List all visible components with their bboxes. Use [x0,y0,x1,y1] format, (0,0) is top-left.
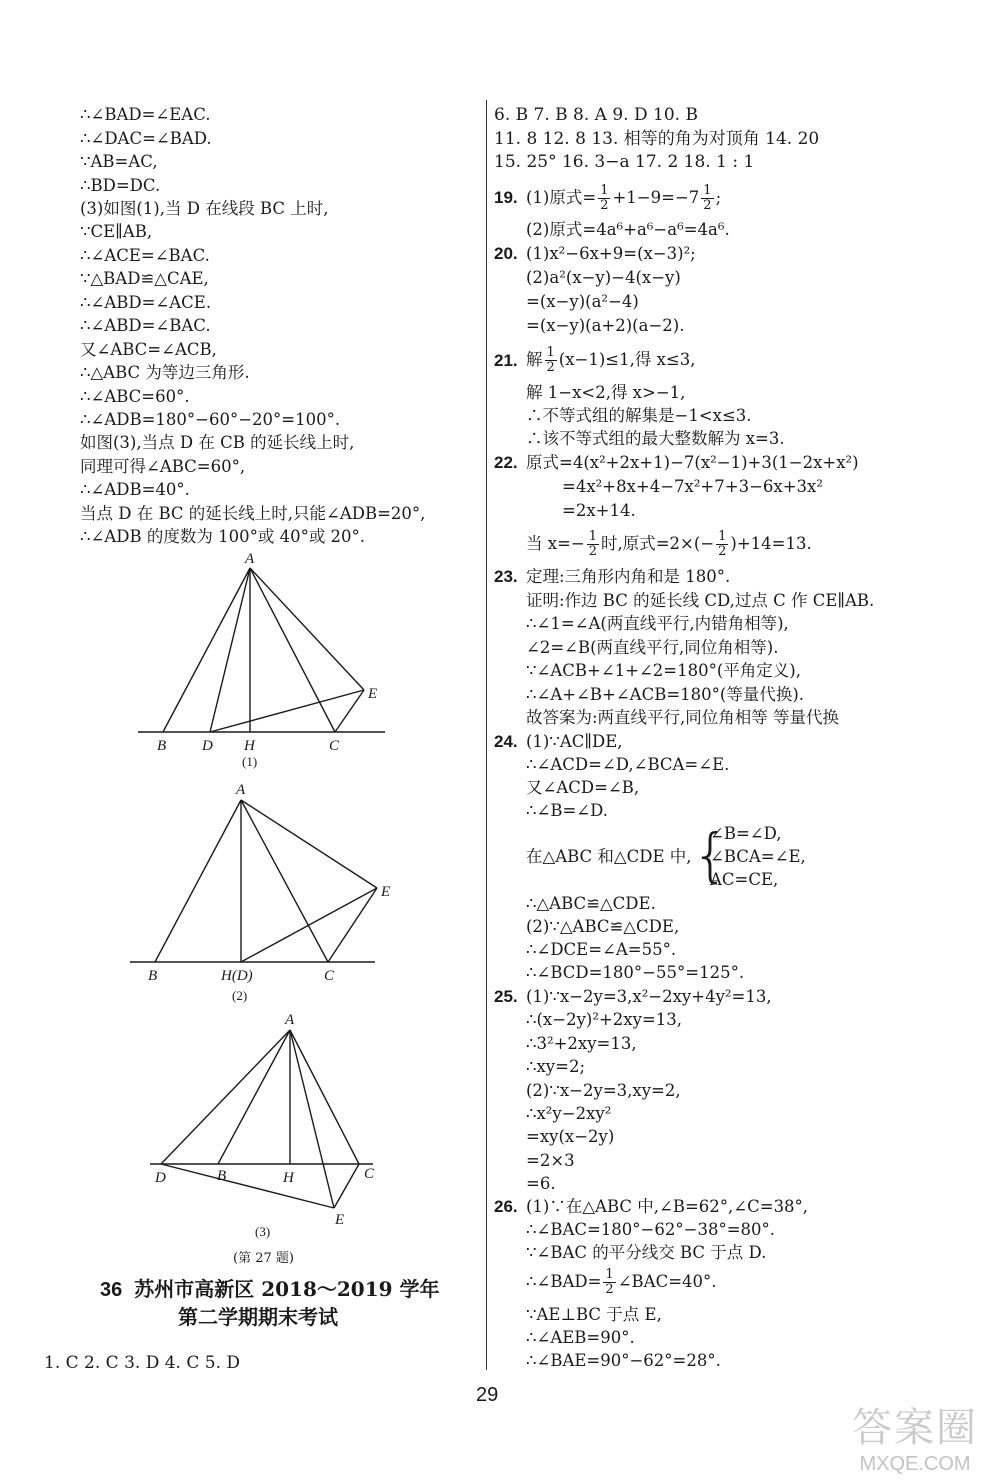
figure-caption: (1) [242,754,258,769]
text-line: 如图(3),当点 D 在 CB 的延长线上时, [80,433,355,452]
q23-line: 定理:三角形内角和是 180°. [526,567,731,586]
q24-line: ∴∠DCE=∠A=55°. [526,940,677,959]
vertex-label-e: E [335,1212,345,1228]
q24-system-line: ∠B=∠D, [710,824,782,843]
q24-system-line: ∠BCA=∠E, [710,847,806,866]
q26-line: ∵AE⊥BC 于点 E, [526,1305,662,1324]
column-divider [486,100,487,1370]
q20-line: =(x−y)(a²−4) [526,292,639,311]
q24-line: (1)∵AC∥DE, [526,732,623,751]
fraction [716,530,728,559]
question-number: 19. [494,188,518,207]
section-title-line1: 苏州市高新区 2018～2019 学年 [134,1277,440,1301]
text-line: ∴∠ACE=∠BAC. [80,246,210,265]
watermark-logo-text: 答案圈 [852,1405,978,1451]
watermark-url: MXQE.COM [859,1453,971,1475]
q24-line: ∴∠BCD=180°−55°=125°. [526,963,745,982]
q21-line: ∴该不等式组的最大整数解为 x=3. [526,429,785,448]
q20-line: (1)x²−6x+9=(x−3)²; [526,244,696,263]
vertex-label-h: H [283,1170,294,1186]
q19-text: +1−9=−7 [612,188,700,207]
q21-text: 解 [526,350,543,369]
text-line: ∴∠ABC=60°. [80,387,190,406]
vertex-label-a: A [285,1012,295,1028]
fraction-numerator: 1 [605,1267,614,1282]
text-line: ∴∠ADB=40°. [80,480,190,499]
q25-line: ∴3²+2xy=13, [526,1034,637,1053]
q21-line: 解 1−x<2,得 x>−1, [526,383,686,402]
q23-line: ∴∠1=∠A(两直线平行,内错角相等), [526,614,789,633]
text-line: ∵CE∥AB, [80,222,153,241]
section-title-line2: 第二学期期末考试 [178,1305,338,1329]
fraction-numerator: 1 [600,183,609,198]
answers-1-5: 1. C 2. C 3. D 4. C 5. D [44,1353,241,1373]
vertex-label-b: B [157,738,167,754]
q23-line: 证明:作边 BC 的延长线 CD,过点 C 作 CE∥AB. [526,591,875,610]
vertex-label-hd: H(D) [221,968,253,984]
q26-text: ∠BAC=40°. [617,1272,717,1291]
vertex-label-b: B [217,1168,227,1184]
section-title [100,1276,440,1303]
watermark-logo [852,1396,978,1476]
q23-line: ∠2=∠B(两直线平行,同位角相等). [526,638,779,657]
text-line: 当点 D 在 BC 的延长线上时,只能∠ADB=20°, [80,504,426,523]
text-line: ∴∠ADB 的度数为 100°或 40°或 20°. [80,527,366,546]
q23-line: 故答案为:两直线平行,同位角相等 等量代换 [526,708,840,727]
figure-caption: (2) [232,988,248,1003]
vertex-label-d: D [202,738,213,754]
fraction-denominator: 2 [600,198,609,213]
q21-line: ∴不等式组的解集是−1<x≤3. [526,406,752,425]
q22-text: 时,原式=2×(− [600,534,715,553]
text-line: ∵△BAD≌△CAE, [80,269,209,288]
question-number: 24. [494,732,518,751]
geometry-figure-2 [125,776,391,1004]
vertex-label-c: C [364,1166,375,1182]
fraction-numerator: 1 [703,183,712,198]
fraction-denominator: 2 [718,544,727,559]
fraction-denominator: 2 [546,360,555,375]
text-line: (3)如图(1),当 D 在线段 BC 上时, [80,199,329,218]
q22-text: )+14=13. [730,534,812,553]
vertex-label-e: E [381,884,391,900]
fraction-denominator: 2 [605,1282,614,1297]
q22-line [526,526,812,562]
q26-line: ∵∠BAC 的平分线交 BC 于点 D. [526,1243,767,1262]
vertex-label-c: C [329,738,340,754]
brace-icon: { [692,821,729,889]
q21-line [526,342,695,378]
q19-text: (1)原式= [526,188,597,207]
q20-line: =(x−y)(a+2)(a−2). [526,316,685,335]
q24-system-line: AC=CE, [710,870,779,889]
geometry-figure-1 [130,548,400,770]
question-number: 23. [494,567,518,586]
vertex-label-e: E [368,686,378,702]
text-line: 同理可得∠ABC=60°, [80,457,246,476]
figure-note: (第 27 题) [233,1251,294,1266]
q22-line: =4x²+8x+4−7x²+7+3−6x+3x² [562,477,823,496]
q20-line: (2)a²(x−y)−4(x−y) [526,268,681,287]
q24-line: ∴△ABC≌△CDE. [526,894,656,913]
fraction [587,530,599,559]
q26-line: ∴∠BAC=180°−62°−38°=80°. [526,1220,776,1239]
q24-line: 又∠ACD=∠B, [526,778,640,797]
fraction-numerator: 1 [588,529,597,544]
q24-line: 在△ABC 和△CDE 中, [526,847,692,866]
q23-line: ∴∠A+∠B+∠ACB=180°(等量代换). [526,685,805,704]
question-number: 22. [494,453,518,472]
q24-line: ∴∠B=∠D. [526,801,608,820]
q19-part1 [526,180,721,216]
text-line: ∵AB=AC, [80,152,158,171]
vertex-label-a: A [236,782,246,798]
fraction [701,184,713,213]
question-number: 25. [494,987,518,1006]
text-line: ∴△ABC 为等边三角形. [80,363,250,382]
vertex-label-c: C [324,968,335,984]
q19-part2: (2)原式=4a⁶+a⁶−a⁶=4a⁶. [526,220,730,239]
answers-6-10: 6. B 7. B 8. A 9. D 10. B [494,105,698,125]
question-number: 21. [494,351,518,370]
section-number: 36 [100,1279,123,1301]
text-line: ∴∠ABD=∠BAC. [80,316,211,335]
text-line: ∴∠DAC=∠BAD. [80,129,212,148]
q19-text: ; [715,188,722,207]
q26-line: (1)∵在△ABC 中,∠B=62°,∠C=38°, [526,1197,809,1216]
q26-line [526,1264,717,1300]
page-number: 29 [476,1384,499,1406]
q25-line: =6. [526,1174,556,1193]
q25-line: =xy(x−2y) [526,1127,615,1146]
question-number: 20. [494,244,518,263]
q25-line: =2×3 [526,1151,575,1170]
text-line: ∴∠ADB=180°−60°−20°=100°. [80,410,341,429]
vertex-label-d: D [155,1170,166,1186]
answers-11-14: 11. 8 12. 8 13. 相等的角为对顶角 14. 20 [494,129,820,149]
fraction-denominator: 2 [588,544,597,559]
q24-line: ∴∠ACD=∠D,∠BCA=∠E. [526,755,730,774]
fraction [545,346,557,375]
q24-line: (2)∵△ABC≌△CDE, [526,917,680,936]
question-number: 26. [494,1197,518,1216]
fraction-numerator: 1 [718,529,727,544]
text-line: ∴∠ABD=∠ACE. [80,293,212,312]
fraction [603,1268,615,1297]
q22-line: =2x+14. [562,501,636,520]
text-line: ∴BD=DC. [80,176,161,195]
fraction-denominator: 2 [703,198,712,213]
q25-line: ∴(x−2y)²+2xy=13, [526,1010,682,1029]
q22-line: 原式=4(x²+2x+1)−7(x²−1)+3(1−2x+x²) [526,453,859,472]
vertex-label-a: A [245,551,255,567]
q25-line: (1)∵x−2y=3,x²−2xy+4y²=13, [526,987,772,1006]
answers-15-18: 15. 25° 16. 3−a 17. 2 18. 1 : 1 [494,152,755,172]
q22-text: 当 x=− [526,534,585,553]
vertex-label-h: H [244,738,255,754]
fraction [598,184,610,213]
q23-line: ∵∠ACB+∠1+∠2=180°(平角定义), [526,661,801,680]
vertex-label-b: B [148,968,158,984]
q26-line: ∴∠BAE=90°−62°=28°. [526,1351,721,1370]
figure-caption: (3) [255,1224,271,1239]
q21-text: (x−1)≤1,得 x≤3, [558,350,696,369]
q26-text: ∴∠BAD= [526,1272,602,1291]
q25-line: ∴xy=2; [526,1057,586,1076]
geometry-figure-3 [145,1008,390,1243]
q25-line: (2)∵x−2y=3,xy=2, [526,1081,681,1100]
q26-line: ∴∠AEB=90°. [526,1328,635,1347]
q25-line: ∴x²y−2xy² [526,1104,612,1123]
text-line: ∴∠BAD=∠EAC. [80,105,211,124]
text-line: 又∠ABC=∠ACB, [80,340,217,359]
fraction-numerator: 1 [546,345,555,360]
